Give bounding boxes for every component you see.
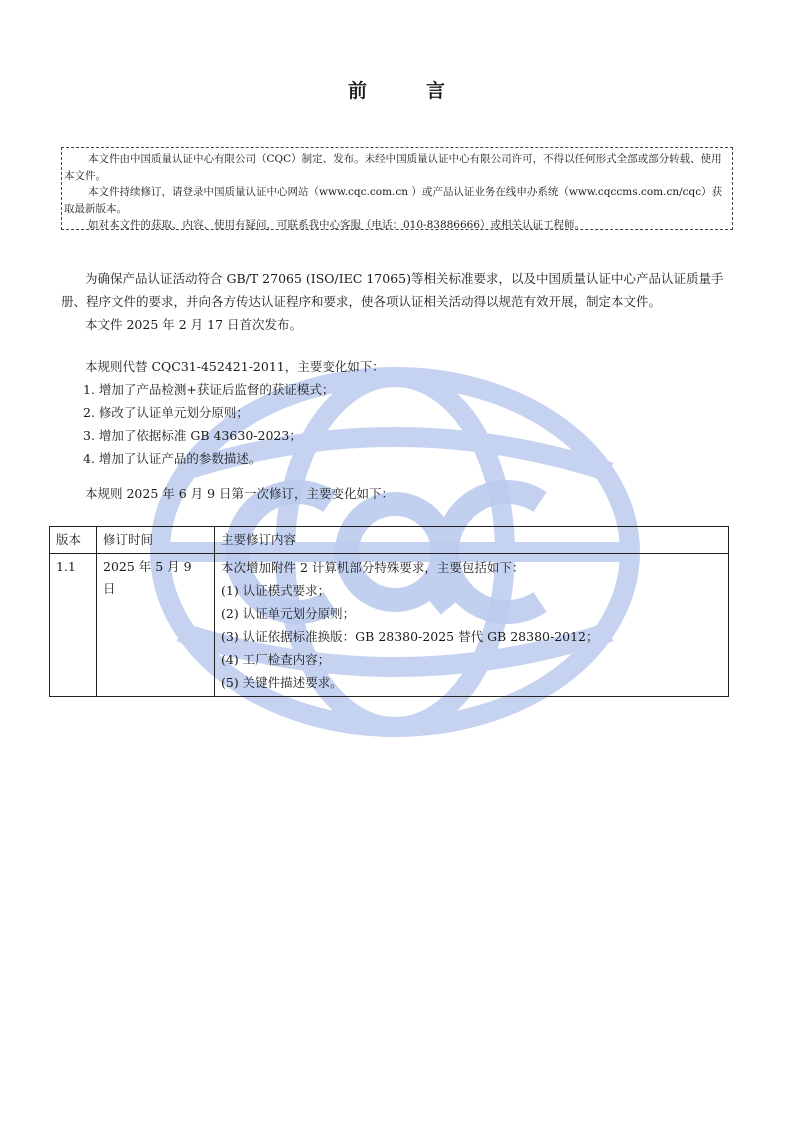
change-item: 1. 增加了产品检测+获证后监督的获证模式； xyxy=(83,382,335,397)
cell-date: 2025 年 5 月 9 日 xyxy=(97,554,215,697)
notice-line-2: 本文件持续修订，请登录中国质量认证中心网站（www.cqc.com.cn ）或产品认证业务在线申办系统（www.cqccms.com.cn/cqc）获取最新版本。 xyxy=(64,186,723,215)
revision-table xyxy=(49,526,729,697)
revision-change-item: (1) 认证模式要求； xyxy=(221,583,331,598)
cell-version: 1.1 xyxy=(50,554,97,697)
column-header-content: 主要修订内容 xyxy=(215,527,729,554)
cell-content xyxy=(215,554,729,697)
notice-line-1: 本文件由中国质量认证中心有限公司（CQC）制定、发布。未经中国质量认证中心有限公司许可，不得以任何形式全部或部分转载、使用本文件。 xyxy=(64,153,722,182)
intro-section xyxy=(61,267,739,336)
table-row xyxy=(50,554,729,697)
change-item: 4. 增加了认证产品的参数描述。 xyxy=(83,451,262,466)
change-item: 3. 增加了依据标准 GB 43630-2023； xyxy=(83,428,302,443)
revision-change-item: (2) 认证单元划分原则； xyxy=(221,606,356,621)
table-header-row xyxy=(50,527,729,554)
replacement-section xyxy=(61,355,739,470)
page-title: 前 言 xyxy=(347,80,465,102)
column-header-version: 版本 xyxy=(50,527,97,554)
first-issue-statement: 本文件 2025 年 2 月 17 日首次发布。 xyxy=(85,317,303,332)
intro-paragraph: 为确保产品认证活动符合 GB/T 27065 (ISO/IEC 17065)等相关标准要求，以及中国质量认证中心产品认证质量手册、程序文件的要求，并向各方传达认证程序和要求，使各项认证相关活动得以规范有效开展，制定本文件。 xyxy=(61,271,724,309)
revision-change-item: (4) 工厂检查内容； xyxy=(221,652,331,667)
replacement-heading: 本规则代替 CQC31-452421-2011，主要变化如下： xyxy=(85,359,385,374)
revision-section xyxy=(61,482,739,505)
revision-change-item: (5) 关键件描述要求。 xyxy=(221,675,343,690)
change-item: 2. 修改了认证单元划分原则； xyxy=(83,405,249,420)
revision-heading: 本规则 2025 年 6 月 9 日第一次修订，主要变化如下： xyxy=(85,486,395,501)
notice-line-3: 如对本文件的获取、内容、使用有疑问，可联系我中心客服（电话：010-83886666）或相关认证工程师。 xyxy=(88,219,586,231)
revision-summary: 本次增加附件 2 计算机部分特殊要求，主要包括如下： xyxy=(221,560,525,575)
copyright-notice-box xyxy=(61,147,733,230)
revision-change-item: (3) 认证依据标准换版：GB 28380-2025 替代 GB 28380-2012； xyxy=(221,629,599,644)
column-header-date: 修订时间 xyxy=(97,527,215,554)
